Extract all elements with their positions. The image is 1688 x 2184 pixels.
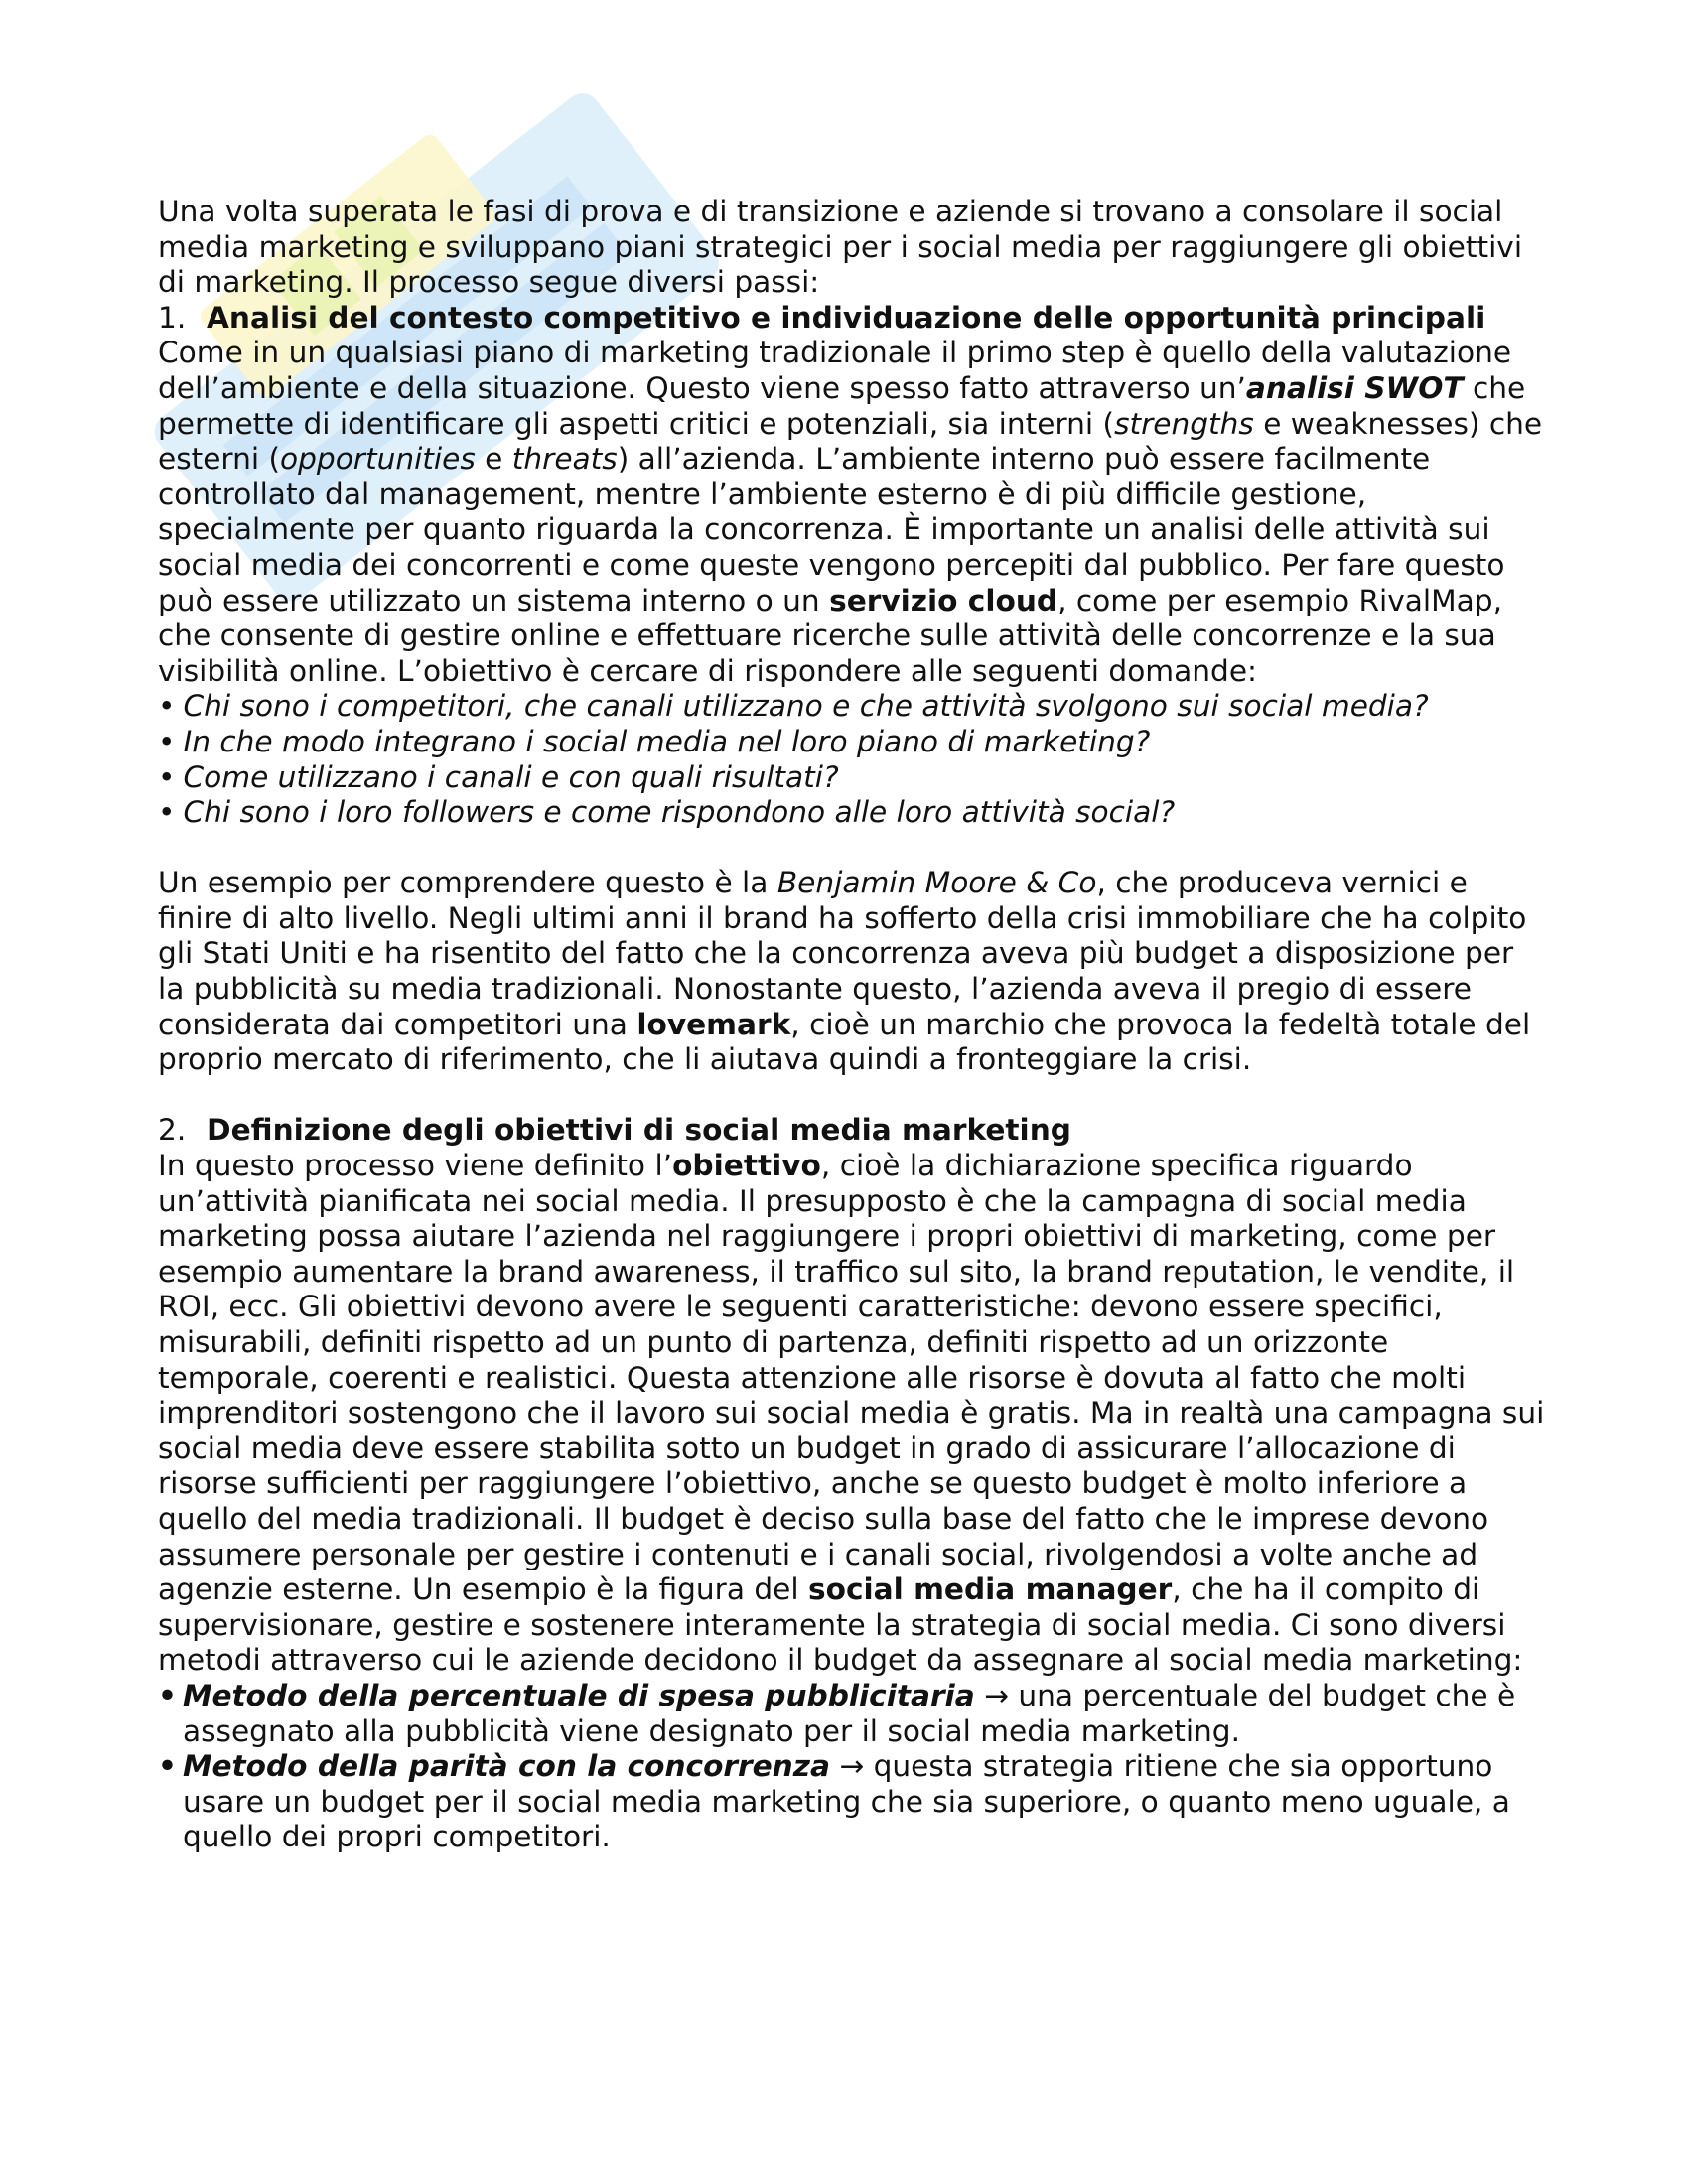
text-run: e xyxy=(475,442,512,477)
question-text: Chi sono i loro followers e come rispondono alle loro attività social? xyxy=(183,795,1176,830)
text-run: , come per esempio RivalMap, che consente di gestire online e effettuare ricerche sulle attività delle concorrenze e la sua visibilità online. L’obiettivo è cercare di rispondere alle seguenti domande: xyxy=(158,583,1502,688)
list-item xyxy=(158,1749,1548,1855)
arrow-icon: → xyxy=(974,1678,1019,1712)
question-text: In che modo integrano i social media nel loro piano di marketing? xyxy=(183,724,1151,758)
document-body xyxy=(158,195,1548,1855)
text-run: , che produceva vernici e finire di alto livello. Negli ultimi anni il brand ha sofferto della crisi immobiliare che ha colpito gli Stati Uniti e ha risentito del fatto che la concorrenza aveva più budget a disposizione per la pubblicità su media tradizionali. Nonostante questo, l’azienda aveva il pregio di essere considerata dai competitori una xyxy=(158,866,1527,1041)
bullet-icon: • xyxy=(158,689,176,724)
section-1-paragraph xyxy=(158,336,1548,689)
list-item xyxy=(158,725,1548,760)
method-name: Metodo della parità con la concorrenza xyxy=(183,1749,830,1784)
section-2-paragraph xyxy=(158,1149,1548,1679)
bullet-icon: • xyxy=(158,1749,177,1784)
method-description: questa strategia ritiene che sia opportuno usare un budget per il social media marketing che sia superiore, o quanto meno uguale, a quello dei propri competitori. xyxy=(183,1749,1510,1854)
lovemark-term: lovemark xyxy=(636,1007,791,1041)
intro-paragraph xyxy=(158,195,1548,301)
questions-list xyxy=(158,689,1548,830)
section-1-heading xyxy=(158,301,1548,337)
text-run: In questo processo viene definito l’ xyxy=(158,1149,673,1183)
opportunities-term: opportunities xyxy=(280,442,476,477)
bullet-icon: • xyxy=(158,795,176,830)
arrow-icon: → xyxy=(829,1749,874,1784)
text-run: e weaknesses) che esterni ( xyxy=(158,406,1543,477)
list-item xyxy=(158,760,1548,796)
cloud-term: servizio cloud xyxy=(829,583,1058,617)
text-run: , cioè un marchio che provoca la fedeltà totale del proprio mercato di riferimento, che li aiutava quindi a fronteggiare la crisi. xyxy=(158,1007,1531,1077)
manager-term: social media manager xyxy=(808,1572,1173,1607)
question-text: Come utilizzano i canali e con quali risultati? xyxy=(183,759,839,794)
strengths-term: strengths xyxy=(1114,406,1254,441)
text-run: Un esempio per comprendere questo è la xyxy=(158,866,777,900)
method-name: Metodo della percentuale di spesa pubblicitaria xyxy=(183,1678,975,1712)
spacer xyxy=(158,831,1548,867)
text-run: che permette di identificare gli aspetti critici e potenziali, sia interni ( xyxy=(158,370,1526,441)
text-run: , cioè la dichiarazione specifica riguardo un’attività pianificata nei social media. Il presupposto è che la campagna di social media marketing possa aiutare l’azienda nel raggiungere i propri obiettivi di marketing, come per esempio aumentare la brand awareness, il traffico sul sito, la brand reputation, le vendite, il ROI, ecc. Gli obiettivi devono avere le seguenti caratteristiche: devono essere specifici, misurabili, definiti rispetto ad un punto di partenza, definiti rispetto ad un orizzonte temporale, coerenti e realistici. Questa attenzione alle risorse è dovuta al fatto che molti imprenditori sostengono che il lavoro sui social media è gratis. Ma in realtà una campagna sui social media deve essere stabilita sotto un budget in grado di assicurare l’allocazione di risorse sufficienti per raggiungere l’obiettivo, anche se questo budget è molto inferiore a quello del media tradizionali. Il budget è deciso sulla base del fatto che le imprese devono assumere personale per gestire i contenuti e i canali social, rivolgendosi a volte anche ad agenzie esterne. Un esempio è la figura del xyxy=(158,1149,1545,1607)
section-2-number: 2. xyxy=(158,1113,187,1148)
swot-term: analisi SWOT xyxy=(1245,370,1464,405)
method-description: una percentuale del budget che è assegnato alla pubblicità viene designato per il social media marketing. xyxy=(183,1678,1516,1748)
section-1-number: 1. xyxy=(158,300,187,335)
section-2-heading xyxy=(158,1113,1548,1149)
text-run: Come in un qualsiasi piano di marketing tradizionale il primo step è quello della valutazione dell’ambiente e della situazione. Questo viene spesso fatto attraverso un’ xyxy=(158,336,1512,405)
section-2-title: Definizione degli obiettivi di social media marketing xyxy=(207,1113,1071,1148)
example-paragraph xyxy=(158,866,1548,1078)
question-text: Chi sono i competitori, che canali utilizzano e che attività svolgono sui social media? xyxy=(183,689,1429,724)
text-run: , che ha il compito di supervisionare, gestire e sostenere interamente la strategia di social media. Ci sono diversi metodi attraverso cui le aziende decidono il budget da assegnare al social media marketing: xyxy=(158,1572,1523,1678)
threats-term: threats xyxy=(511,442,618,477)
section-1-title: Analisi del contesto competitivo e individuazione delle opportunità principali xyxy=(207,300,1486,335)
bullet-icon: • xyxy=(158,724,176,758)
methods-list xyxy=(158,1679,1548,1855)
list-item xyxy=(158,689,1548,725)
text-run: ) all’azienda. L’ambiente interno può essere facilmente controllato dal management, mentre l’ambiente esterno è di più difficile gestione, specialmente per quanto riguarda la concorrenza. È importante un analisi delle attività sui social media dei concorrenti e come queste vengono percepiti dal pubblico. Per fare questo può essere utilizzato un sistema interno o un xyxy=(158,442,1505,617)
list-item xyxy=(158,795,1548,831)
company-name: Benjamin Moore & Co xyxy=(776,866,1097,900)
spacer xyxy=(158,1078,1548,1114)
bullet-icon: • xyxy=(158,1678,177,1712)
obiettivo-term: obiettivo xyxy=(672,1149,821,1183)
bullet-icon: • xyxy=(158,759,176,794)
intro-text: Una volta superata le fasi di prova e di transizione e aziende si trovano a consolare il social media marketing e sviluppano piani strategici per i social media per raggiungere gli obiettivi di marketing. Il processo segue diversi passi: xyxy=(158,195,1523,300)
list-item xyxy=(158,1679,1548,1749)
